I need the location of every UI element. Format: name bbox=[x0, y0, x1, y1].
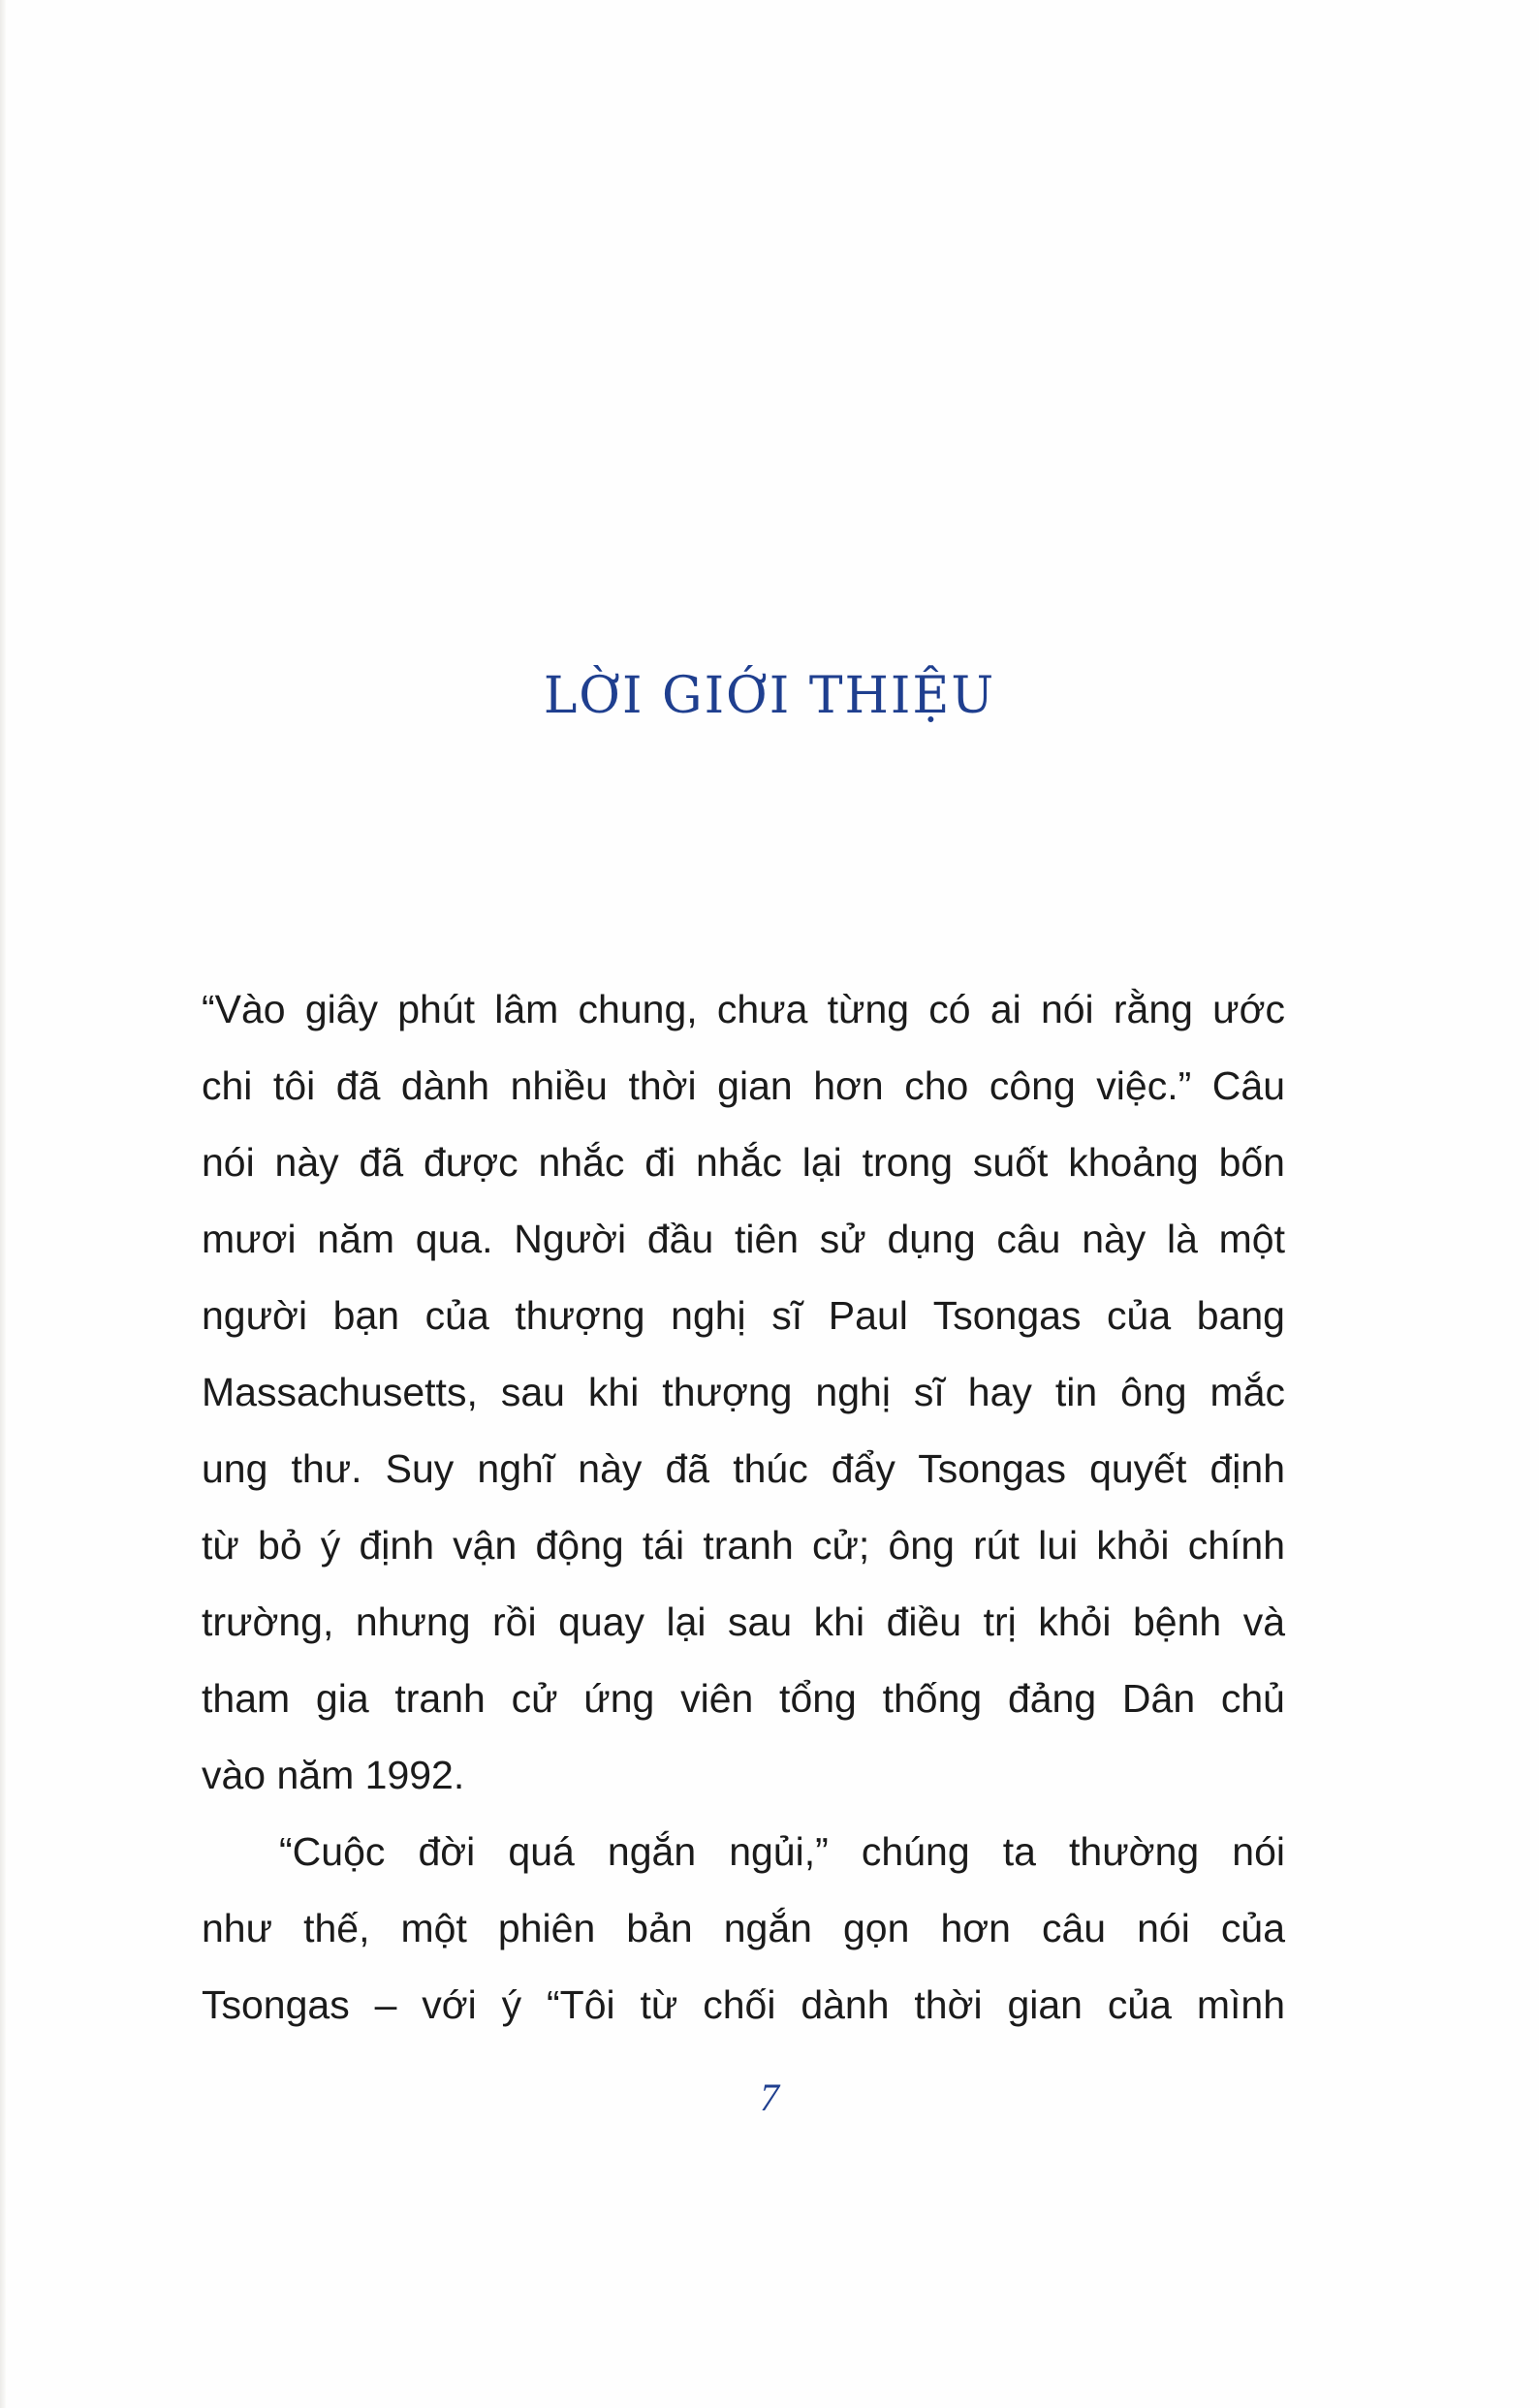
text-line: người bạn của thượng nghị sĩ Paul Tsongas của bang bbox=[202, 1293, 1285, 1338]
text-line: mươi năm qua. Người đầu tiên sử dụng câu này là một bbox=[202, 1217, 1285, 1261]
text-line: như thế, một phiên bản ngắn gọn hơn câu nói của bbox=[202, 1906, 1285, 1950]
text-line: “Vào giây phút lâm chung, chưa từng có ai nói rằng ước bbox=[202, 987, 1285, 1031]
text-line: trường, nhưng rồi quay lại sau khi điều trị khỏi bệnh và bbox=[202, 1600, 1285, 1644]
text-line: Tsongas – với ý “Tôi từ chối dành thời gian của mình bbox=[202, 1982, 1285, 2027]
text-line: “Cuộc đời quá ngắn ngủi,” chúng ta thường nói bbox=[279, 1829, 1285, 1874]
page-number: 7 bbox=[760, 2075, 779, 2119]
text-line: ung thư. Suy nghĩ này đã thúc đẩy Tsongas quyết định bbox=[202, 1446, 1285, 1491]
text-line: vào năm 1992. bbox=[202, 1753, 465, 1797]
text-line: từ bỏ ý định vận động tái tranh cử; ông rút lui khỏi chính bbox=[202, 1523, 1285, 1568]
text-line: tham gia tranh cử ứng viên tổng thống đảng Dân chủ bbox=[202, 1676, 1285, 1721]
page-edge bbox=[0, 0, 6, 2408]
chapter-title: LỜI GIỚI THIỆU bbox=[543, 667, 996, 725]
body-text bbox=[202, 971, 1285, 2044]
text-line: nói này đã được nhắc đi nhắc lại trong suốt khoảng bốn bbox=[202, 1140, 1285, 1185]
text-line: chi tôi đã dành nhiều thời gian hơn cho công việc.” Câu bbox=[202, 1063, 1285, 1108]
text-line: Massachusetts, sau khi thượng nghị sĩ hay tin ông mắc bbox=[202, 1370, 1285, 1414]
